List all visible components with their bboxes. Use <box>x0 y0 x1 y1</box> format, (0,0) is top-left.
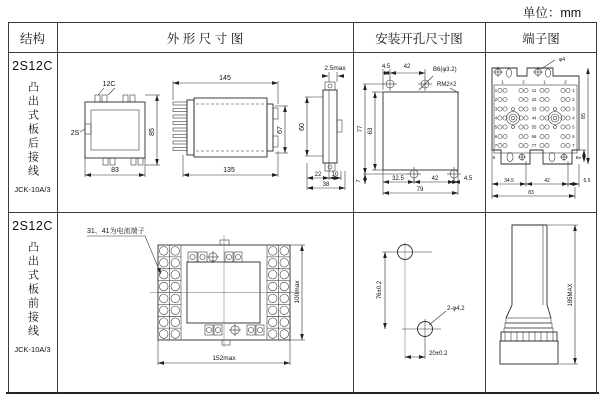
dim-79: 79 <box>416 187 424 193</box>
row2-model: 2S12C <box>12 219 53 233</box>
row-num: 4 <box>572 115 575 121</box>
row1-mounting-drawing <box>353 52 485 212</box>
dim-100max: 100max <box>294 280 301 304</box>
row-num-mid: 44 <box>531 115 537 121</box>
row2-code: JCK-10A/3 <box>14 345 51 354</box>
dim-65: 6.5 <box>583 178 591 184</box>
row-num: 5 <box>572 124 575 130</box>
dim-22: 22 <box>314 172 322 178</box>
row2-mounting-drawing <box>353 212 485 393</box>
col-label: 2 <box>522 79 525 85</box>
row-num: 4 <box>494 115 498 121</box>
row-num: 2 <box>494 97 498 102</box>
mounting-cutout <box>356 64 473 195</box>
dim-345: 34.5 <box>504 178 514 184</box>
row-num-8: 8 <box>575 155 579 160</box>
row-num: 2 <box>572 97 575 102</box>
side-view <box>173 75 288 177</box>
dim-67: 67 <box>277 126 284 134</box>
note-current-terminals: 31、41为电流端子 <box>87 228 145 235</box>
dim-83-terminal: 83 <box>528 190 534 196</box>
relay-side-profile <box>500 225 578 364</box>
dim-83: 83 <box>111 167 119 174</box>
dim-4: 4 <box>577 156 582 160</box>
row-num: 3 <box>494 106 498 112</box>
row1-model: 2S12C <box>12 59 53 73</box>
header-terminal: 端子图 <box>522 32 560 46</box>
row1-code: JCK-10A/3 <box>14 185 51 194</box>
dim-185max: 185MAX <box>568 283 574 307</box>
dim-76: 76±0.2 <box>377 280 383 300</box>
dim-7: 7 <box>356 179 362 183</box>
row-num: 3 <box>572 106 575 112</box>
row1-structure-cell <box>8 52 57 212</box>
dim-77: 77 <box>358 125 364 133</box>
col-label: 1 <box>543 79 546 85</box>
header-outline: 外 形 尺 寸 图 <box>166 32 244 46</box>
label-2phi42: 2-φ4.2 <box>447 306 465 312</box>
drill-template <box>377 242 465 359</box>
dim-20: 20±0.2 <box>429 351 448 357</box>
row2-mount-type: 凸出式板前接线 <box>26 241 39 339</box>
label-rm2: RM2×2 <box>437 82 457 88</box>
dim-135: 135 <box>223 167 235 174</box>
dim-38: 38 <box>322 182 330 188</box>
dim-45-top: 4.5 <box>381 64 391 70</box>
dim-42-terminal: 42 <box>544 178 550 184</box>
row1-mount-type: 凸出式板后接线 <box>26 81 39 179</box>
dim-45-bottom: 4.5 <box>463 176 473 182</box>
dim-12c: 12C <box>102 81 116 88</box>
row-num-mid: 55 <box>531 124 537 130</box>
row-num: 7 <box>572 143 575 148</box>
row-num-mid: 33 <box>531 106 537 112</box>
row-num-mid: 66 <box>531 134 537 139</box>
row-num: 6 <box>572 134 575 139</box>
dim-42-top: 42 <box>403 64 411 70</box>
row-num: 5 <box>494 124 498 130</box>
front-view <box>71 81 160 177</box>
label-b6: B6(φ3.2) <box>433 67 457 73</box>
dim-85-terminal: 85 <box>581 112 587 120</box>
table-top-border <box>8 22 597 23</box>
unit-label: 单位：mm <box>522 6 582 20</box>
terminal-plate <box>492 57 591 199</box>
row2-structure-cell <box>8 212 57 392</box>
row-num: 7 <box>494 143 498 148</box>
dim-10: 10 <box>331 172 339 178</box>
row-num: 1 <box>572 88 575 93</box>
edge-view <box>299 65 346 190</box>
row-num-mid: 22 <box>531 97 537 102</box>
dim-25max: 2.5max <box>324 65 346 72</box>
dim-325: 32.5 <box>392 176 404 182</box>
row-num-mid: 11 <box>531 88 537 93</box>
dim-42-bottom: 42 <box>431 176 439 182</box>
dim-152max: 152max <box>212 355 236 362</box>
row-num: 6 <box>494 134 498 139</box>
row2-outline-drawing <box>57 212 353 393</box>
header-mounting: 安装开孔尺寸图 <box>375 32 463 46</box>
row1-terminal-drawing <box>485 52 597 212</box>
dim-60: 60 <box>299 123 306 131</box>
dim-63: 63 <box>368 127 374 135</box>
row2-terminal-drawing <box>485 212 597 393</box>
dim-145: 145 <box>219 75 231 82</box>
dim-phi4: φ4 <box>559 57 566 63</box>
socket-front-view <box>87 226 305 365</box>
row1-outline-drawing <box>57 52 353 212</box>
col-label: 1 <box>501 79 504 85</box>
dim-85: 85 <box>149 128 156 136</box>
col-label: 2 <box>564 79 567 85</box>
row-num-mid: 77 <box>531 143 537 148</box>
row-num: 1 <box>494 88 498 93</box>
dim-2s: 2S <box>70 130 80 137</box>
header-structure: 结构 <box>19 32 45 46</box>
row-num-8: 8 <box>492 155 496 160</box>
